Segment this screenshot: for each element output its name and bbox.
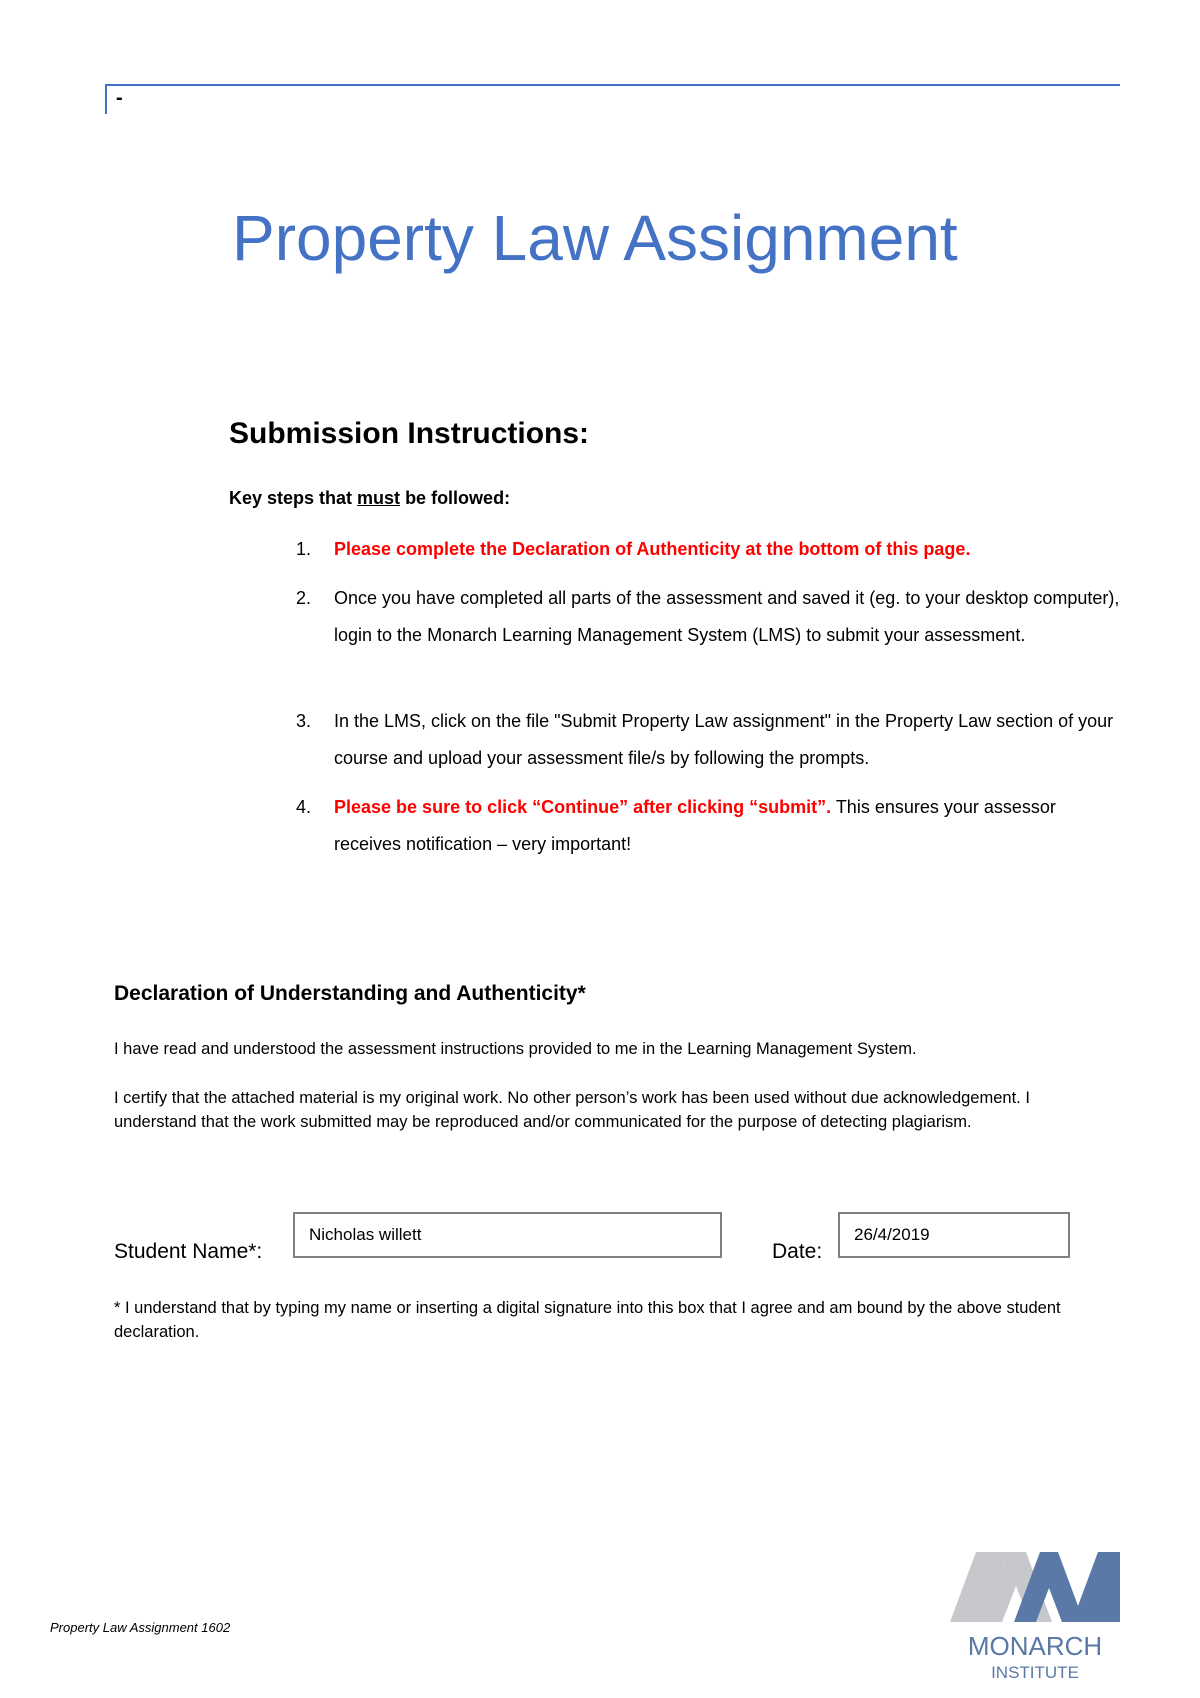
key-steps-emphasis: must — [357, 488, 401, 508]
footer-text: Property Law Assignment 1602 — [50, 1620, 231, 1635]
step-text: Once you have completed all parts of the assessment and saved it (eg. to your desktop computer), login to the Monarch Learning Management System (LMS) to submit your assessment. — [334, 588, 1120, 645]
header-rule — [105, 84, 1120, 86]
step-tail: This ensures your assessor receives notification – very important! — [334, 797, 1056, 854]
monarch-m-icon — [950, 1550, 1120, 1682]
step-red-text: Please complete the Declaration of Authenticity at the bottom of this page — [334, 539, 966, 559]
step-number: 2. — [296, 588, 312, 608]
step-2 — [296, 580, 1120, 654]
step-red-text: Please be sure to click “Continue” after clicking “submit”. — [334, 797, 832, 817]
student-name-field[interactable]: Nicholas willett — [293, 1212, 722, 1258]
submission-heading: Submission Instructions: — [229, 417, 590, 450]
logo-subtitle: INSTITUTE — [991, 1663, 1079, 1682]
step-number: 1. — [296, 539, 312, 559]
key-steps-pre: Key steps that — [229, 488, 358, 508]
monarch-logo — [950, 1550, 1120, 1682]
step-tail: . — [965, 539, 971, 559]
step-text: In the LMS, click on the file "Submit Property Law assignment" in the Property Law section of your course and upload your assessment file/s by following the prompts. — [334, 711, 1114, 768]
declaration-paragraph-1: I have read and understood the assessment instructions provided to me in the Learning Management System. — [114, 1040, 917, 1058]
logo-name: MONARCH — [967, 1631, 1103, 1661]
document-title: Property Law Assignment — [232, 202, 958, 274]
key-steps-post: be followed: — [400, 488, 511, 508]
declaration-footnote: * I understand that by typing my name or inserting a digital signature into this box that I agree and am bound by the above student declaration. — [114, 1299, 1061, 1341]
header-marker: - — [116, 87, 123, 109]
step-3 — [296, 703, 1120, 777]
key-steps-line — [229, 486, 510, 510]
header-tick — [105, 84, 107, 114]
step-number: 3. — [296, 711, 312, 731]
date-field[interactable]: 26/4/2019 — [838, 1212, 1070, 1258]
step-1 — [296, 531, 1120, 568]
declaration-paragraph-2: I certify that the attached material is my original work. No other person’s work has been used without due acknowledgement. I understand that the work submitted may be reproduced and/or communicated for the purpose of detecting plagiarism. — [114, 1089, 1030, 1131]
step-number: 4. — [296, 797, 312, 817]
student-name-label: Student Name*: — [114, 1240, 263, 1263]
date-label: Date: — [772, 1240, 823, 1263]
step-4 — [296, 789, 1120, 863]
declaration-heading: Declaration of Understanding and Authenticity* — [114, 982, 586, 1005]
